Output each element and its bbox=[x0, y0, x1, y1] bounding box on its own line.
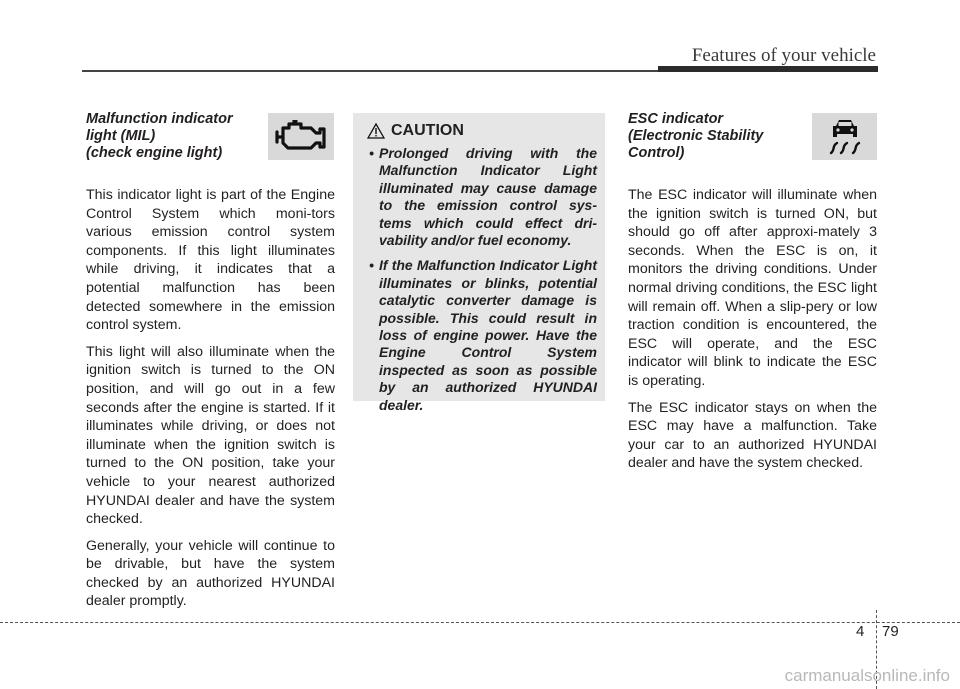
esc-body bbox=[628, 186, 877, 481]
caution-item-text: If the Malfunction Indicator Light illuminates or blinks, potential catalytic converter damage is possible. This could result in loss of engine power. Have the Engine Control System inspected as soon as possible by an authorized HYUNDAI dealer. bbox=[379, 257, 597, 413]
esc-section-title bbox=[628, 111, 808, 162]
caution-list bbox=[365, 145, 597, 422]
header-title: Features of your vehicle bbox=[691, 45, 876, 66]
mil-title-line-3: (check engine light) bbox=[86, 145, 223, 161]
mil-paragraph-1: This indicator light is part of the Engine Control System which moni-tors various emission control system components. If this light illuminates while driving, it indicates that a potential malfunction has been detected somewhere in the emission control system. bbox=[86, 187, 335, 334]
warning-triangle-icon bbox=[367, 123, 385, 139]
mil-section-title bbox=[86, 111, 266, 162]
watermark: carmanualsonline.info bbox=[784, 666, 950, 685]
esc-paragraph-2: The ESC indicator stays on when the ESC may have a malfunction. Take your car to an authorized HYUNDAI dealer and have the system checked. bbox=[628, 399, 877, 472]
mil-title-line-1: Malfunction indicator bbox=[86, 111, 233, 127]
mil-paragraph-3: Generally, your vehicle will continue to be drivable, but have the system checked by an authorized HYUNDAI dealer promptly. bbox=[86, 537, 335, 610]
header-rule-accent bbox=[658, 66, 878, 72]
caution-item-2 bbox=[365, 257, 597, 414]
footer-divider bbox=[0, 622, 960, 623]
mil-paragraph-2: This light will also illuminate when the ignition switch is turned to the ON position, and will go out in a few seconds after the engine is started. If it illuminates while driving, or does not illuminate when the ignition switch is turned to the ON position, take your vehicle to your nearest authorized HYUNDAI dealer and have the system checked. bbox=[86, 343, 335, 528]
esc-paragraph-1: The ESC indicator will illuminate when the ignition switch is turned ON, but should go off after approxi-mately 3 seconds. When the ESC is on, it monitors the driving conditions. Under normal driving conditions, the ESC light will remain off. When a slip-pery or low traction condition is encountered, the ESC will operate, and the ESC indicator will blink to indicate the ESC is operating. bbox=[628, 187, 877, 389]
esc-skid-car-icon bbox=[812, 113, 877, 160]
page-number: 79 bbox=[882, 623, 899, 640]
caution-title: CAUTION bbox=[391, 122, 464, 139]
caution-box bbox=[353, 113, 605, 413]
chapter-number: 4 bbox=[856, 623, 865, 640]
check-engine-icon bbox=[268, 113, 334, 160]
bullet: • bbox=[369, 145, 374, 161]
esc-title-line-1: ESC indicator bbox=[628, 111, 724, 127]
esc-title-line-2: (Electronic Stability bbox=[628, 128, 764, 144]
mil-body bbox=[86, 186, 335, 619]
caution-heading bbox=[367, 122, 464, 140]
mil-title-line-2: light (MIL) bbox=[86, 128, 156, 144]
bullet: • bbox=[369, 257, 374, 274]
esc-title-line-3: Control) bbox=[628, 145, 685, 161]
caution-item-text: Prolonged driving with the Malfunction Indicator Light illuminated may cause damage to the emission control sys-tems which could effect dri-vability and/or fuel economy. bbox=[379, 145, 597, 249]
caution-item-1 bbox=[365, 145, 597, 249]
